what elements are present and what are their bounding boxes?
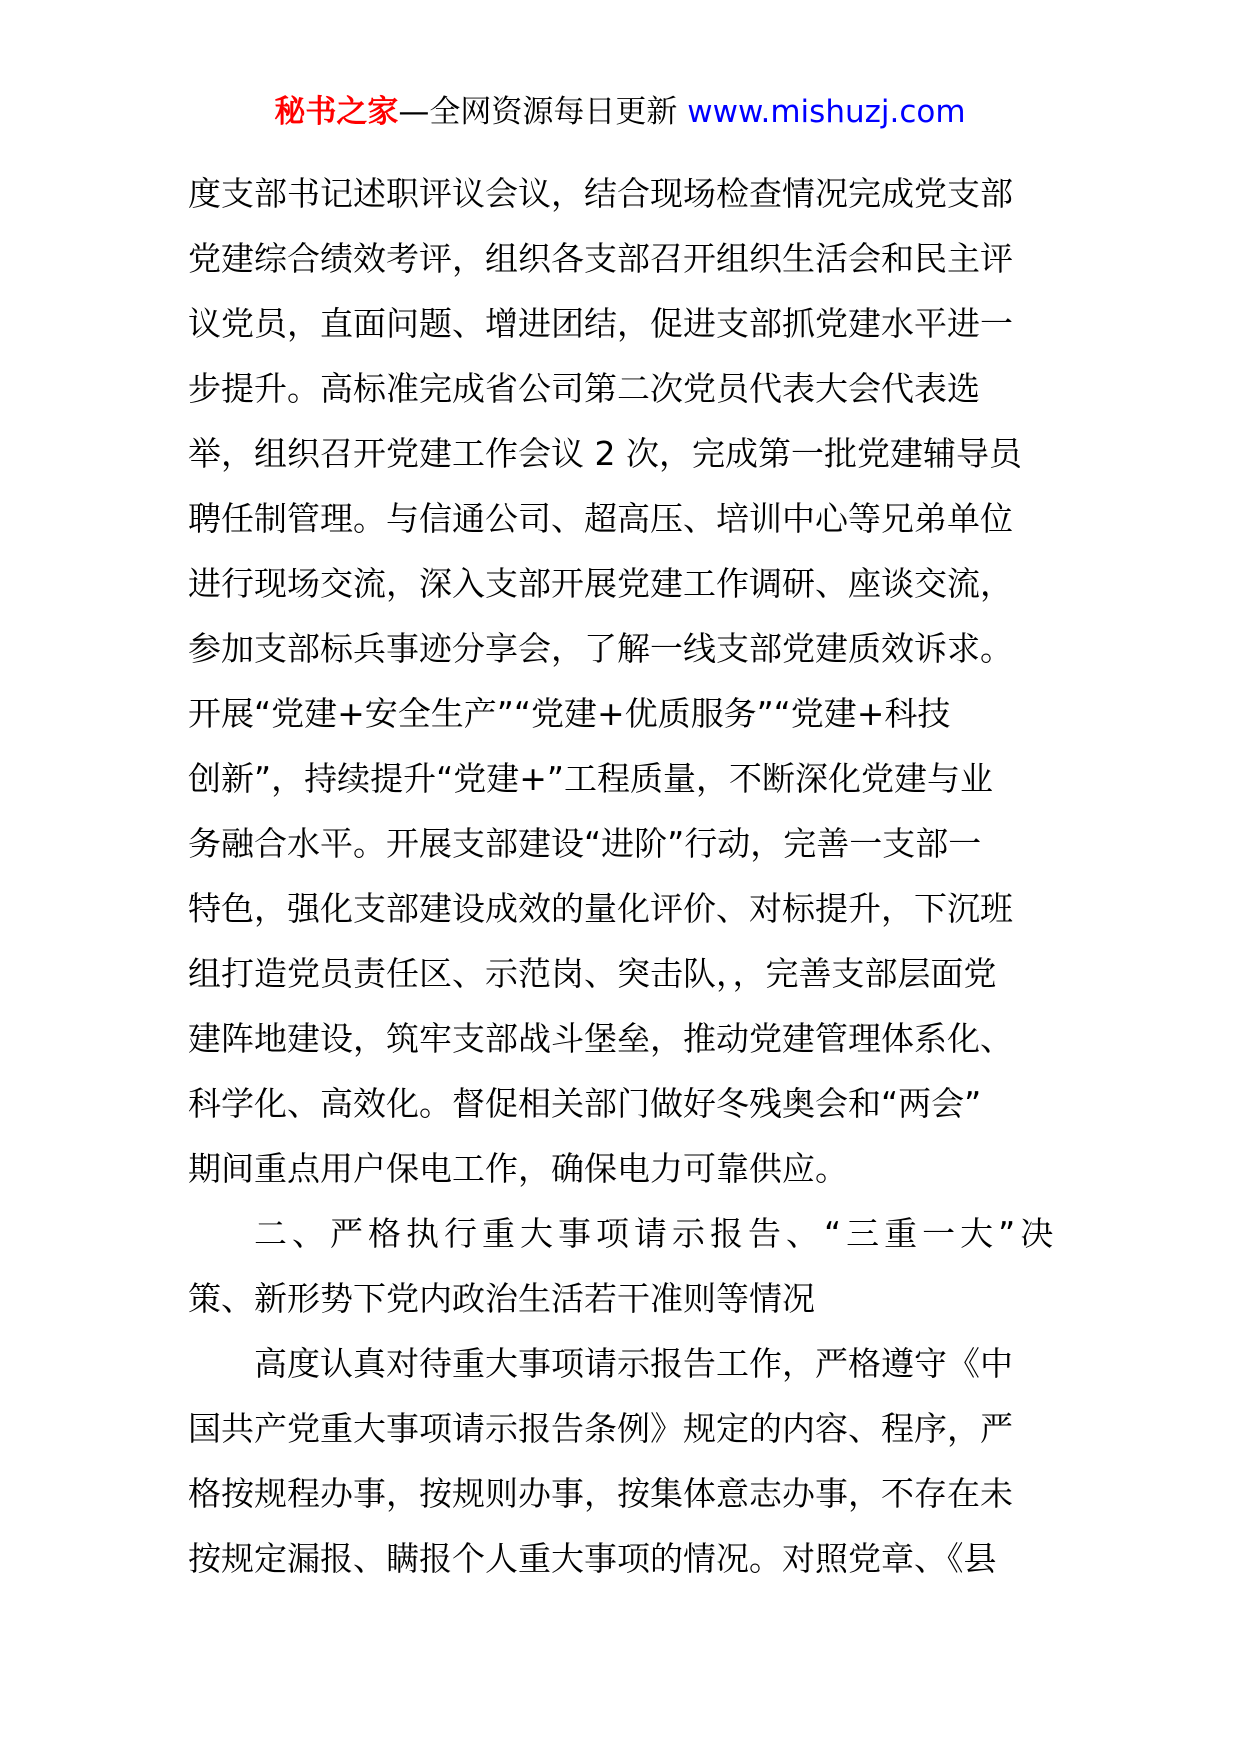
section-heading-line: 二、严格执行重大事项请示报告、“三重一大”决 [254, 1214, 1059, 1253]
body-line: 务融合水平。开展支部建设“进阶”行动，完善一支部一 [188, 824, 982, 863]
body-line: 期间重点用户保电工作，确保电力可靠供应。 [188, 1149, 848, 1188]
body-line: 举，组织召开党建工作会议 2 次，完成第一批党建辅导员 [188, 434, 1022, 473]
body-line: 按规定漏报、瞒报个人重大事项的情况。对照党章、《县 [188, 1539, 997, 1578]
body-line: 度支部书记述职评议会议，结合现场检查情况完成党支部 [188, 174, 1013, 213]
body-line: 组打造党员责任区、示范岗、突击队，，完善支部层面党 [188, 954, 997, 993]
body-line: 党建综合绩效考评，组织各支部召开组织生活会和民主评 [188, 239, 1013, 278]
body-line: 创新”，持续提升“党建+”工程质量，不断深化党建与业 [188, 759, 993, 798]
site-url-link[interactable]: www.mishuzj.com [687, 94, 966, 130]
body-line: 议党员，直面问题、增进团结，促进支部抓党建水平进一 [188, 304, 1013, 343]
section-heading-line: 策、新形势下党内政治生活若干准则等情况 [188, 1279, 815, 1318]
body-line: 开展“党建+安全生产”“党建+优质服务”“党建+科技 [188, 694, 951, 733]
body-line: 聘任制管理。与信通公司、超高压、培训中心等兄弟单位 [188, 499, 1013, 538]
body-line: 国共产党重大事项请示报告条例》规定的内容、程序，严 [188, 1409, 1013, 1448]
body-line: 建阵地建设，筑牢支部战斗堡垒，推动党建管理体系化、 [188, 1019, 1013, 1058]
site-tagline: —全网资源每日更新 [398, 94, 688, 130]
body-line: 高度认真对待重大事项请示报告工作，严格遵守《中 [254, 1344, 1013, 1383]
site-header [0, 92, 1240, 132]
body-line: 步提升。高标准完成省公司第二次党员代表大会代表选 [188, 369, 980, 408]
document-body [188, 161, 1058, 1591]
body-line: 参加支部标兵事迹分享会，了解一线支部党建质效诉求。 [188, 629, 1013, 668]
body-line: 进行现场交流，深入支部开展党建工作调研、座谈交流， [188, 564, 1013, 603]
body-line: 格按规程办事，按规则办事，按集体意志办事，不存在未 [188, 1474, 1013, 1513]
body-line: 特色，强化支部建设成效的量化评价、对标提升，下沉班 [188, 889, 1013, 928]
body-line: 科学化、高效化。督促相关部门做好冬残奥会和“两会” [188, 1084, 982, 1123]
site-brand: 秘书之家 [274, 94, 399, 130]
